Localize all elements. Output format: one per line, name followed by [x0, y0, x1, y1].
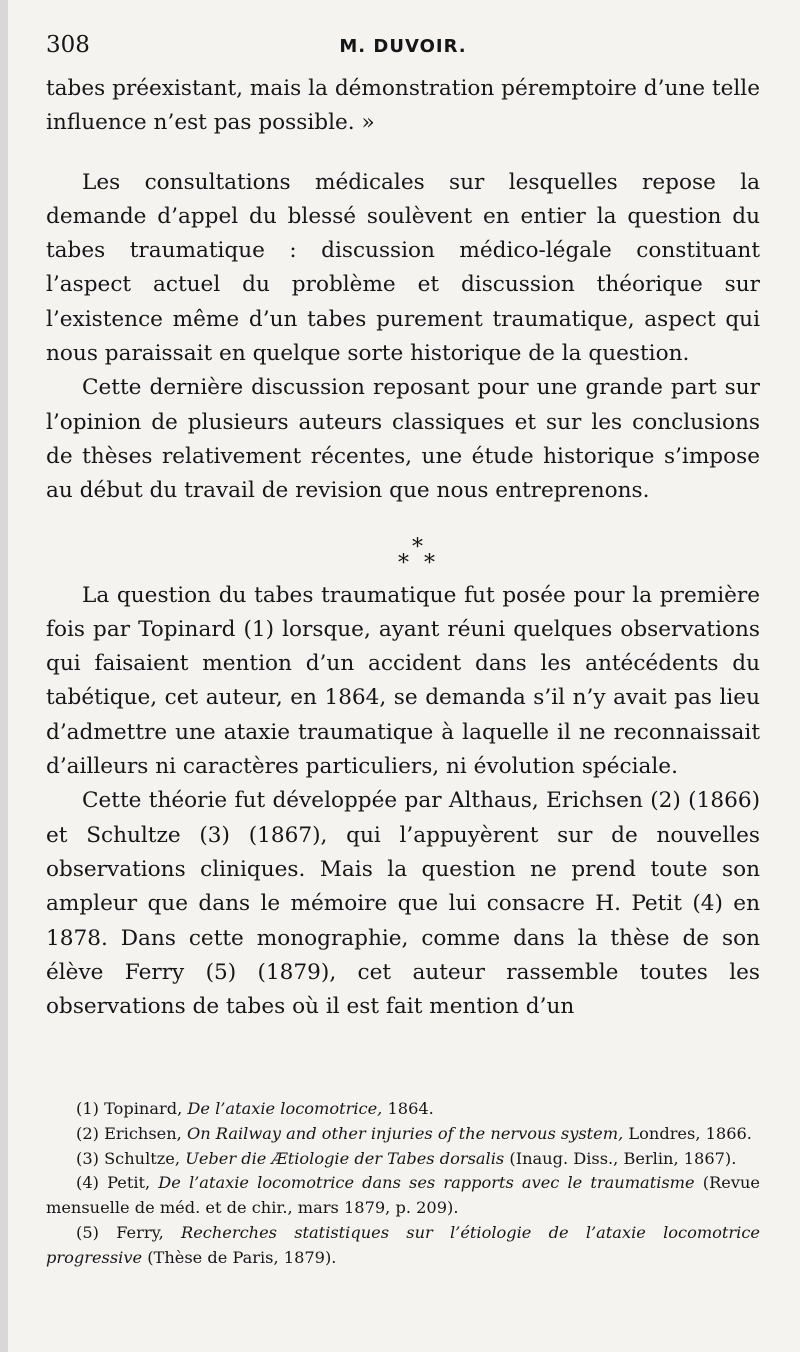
- footnote-source: 1864.: [387, 1099, 434, 1118]
- body-text: [46, 72, 760, 1024]
- footnote-author: Erichsen,: [104, 1123, 182, 1143]
- paragraph: Les consultations médicales sur lesquelles repose la demande d’appel du blessé soulèvent en entier la question du tabes traumatique : discussion médico-légale constituant l’aspect actuel du problème et discussion théorique sur l’existence même d’un tabes purement traumatique, aspect qui nous paraissait en quelque sorte historique de la question.: [46, 169, 760, 367]
- paragraph: Cette dernière discussion reposant pour une grande part sur l’opinion de plusieurs auteurs classiques et sur les conclusions de thèses relativement récentes, une étude historique s’impose au début du travail de revision que nous entreprenons.: [46, 375, 760, 504]
- footnote-author: Petit,: [107, 1173, 151, 1193]
- paragraph: La question du tabes traumatique fut posée pour la première fois par Topinard (1) lorsque, ayant réuni quelques observations qui faisaient mention d’un accident dans les antécédents du tabétique, cet auteur, en 1864, se demanda s’il n’y avait pas lieu d’admettre une ataxie traumatique à laquelle il ne reconnaissait d’ailleurs ni caractères particuliers, ni évolution spéciale.: [46, 582, 760, 780]
- footnote-source: (Inaug. Diss., Berlin, 1867).: [509, 1148, 737, 1168]
- footnote-title: De l’ataxie locomotrice dans ses rapports avec le traumatisme: [158, 1173, 695, 1193]
- footnote-number: (3): [76, 1148, 99, 1168]
- footnote-source: (Thèse de Paris, 1879).: [147, 1247, 337, 1267]
- footnote-number: (1): [76, 1099, 99, 1118]
- footnote-title: Recherches statistiques sur l’étiologie de l’ataxie locomotrice progressive: [46, 1222, 760, 1267]
- footnote-title: Ueber die Ætiologie der Tabes dorsalis: [185, 1148, 505, 1168]
- footnote-source: Londres, 1866.: [628, 1123, 752, 1143]
- footnote: [46, 1171, 760, 1221]
- page-number: 308: [46, 32, 90, 58]
- footnotes: [46, 1097, 760, 1271]
- footnote: [46, 1097, 760, 1122]
- footnote: [46, 1122, 760, 1147]
- paragraph: Cette théorie fut développée par Althaus, Erichsen (2) (1866) et Schultze (3) (1867), qui l’appuyèrent sur de nouvelles observations cliniques. Mais la question ne prend toute son ampleur que dans le mémoire que lui consacre H. Petit (4) en 1878. Dans cette monographie, comme dans la thèse de son élève Ferry (5) (1879), cet auteur rassemble toutes les observations de tabes où il est fait mention d’un: [46, 788, 760, 1020]
- footnote-author: Schultze,: [104, 1148, 181, 1168]
- footnote-number: (2): [76, 1123, 99, 1143]
- footnote-title: De l’ataxie locomotrice,: [187, 1099, 383, 1118]
- asterism-separator: [46, 509, 760, 579]
- footnote-number: (5): [76, 1222, 99, 1242]
- running-head: M. DUVOIR.: [339, 36, 467, 57]
- asterisk: *: [424, 550, 435, 576]
- page-header: [46, 30, 760, 64]
- asterisk: *: [398, 550, 409, 576]
- footnote-source: (Revue mensuelle de méd. et de chir., mars 1879, p. 209).: [46, 1173, 760, 1218]
- footnote: [46, 1147, 760, 1172]
- footnote-author: Topinard,: [104, 1099, 183, 1118]
- paragraph-continued: tabes préexistant, mais la démonstration péremptoire d’une telle influence n’est pas possible. »: [46, 76, 760, 136]
- book-page: [8, 0, 800, 1352]
- footnote-title: On Railway and other injuries of the nervous system,: [186, 1123, 624, 1143]
- footnote: [46, 1221, 760, 1271]
- footnote-author: Ferry,: [116, 1222, 164, 1242]
- asterisk: *: [412, 534, 423, 560]
- footnote-number: (4): [76, 1173, 99, 1193]
